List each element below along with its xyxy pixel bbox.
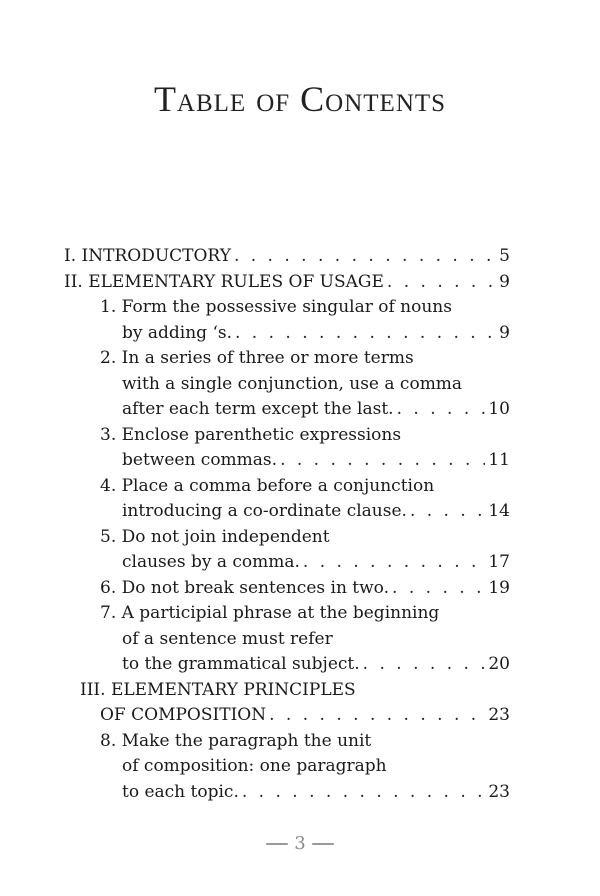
dot-leader	[242, 780, 486, 806]
toc-entry-text: 1. Form the possessive singular of nouns	[100, 297, 452, 317]
toc-entry[interactable]	[64, 550, 510, 576]
toc-page-number: 14	[488, 501, 510, 521]
dot-leader	[410, 499, 485, 525]
toc-entry-text: to each topic.	[122, 781, 239, 802]
dot-leader	[269, 703, 485, 729]
page-folio	[0, 833, 600, 854]
toc-page-number: 17	[488, 552, 510, 572]
toc-entry[interactable]	[64, 652, 510, 678]
toc-entry[interactable]	[64, 423, 510, 449]
dot-leader	[397, 397, 486, 423]
toc-page-number: 9	[499, 322, 510, 343]
dot-leader	[392, 576, 485, 602]
toc-entry-text: 7. A participial phrase at the beginning	[100, 603, 440, 623]
toc-entry-text: between commas.	[122, 450, 278, 470]
dot-leader	[235, 321, 496, 347]
toc-entry-text: 3. Enclose parenthetic expressions	[100, 424, 402, 445]
toc-entry[interactable]	[64, 780, 510, 806]
toc-entry[interactable]	[64, 703, 510, 729]
toc-entry-text: by adding ‘s.	[122, 322, 232, 343]
dot-leader	[234, 244, 496, 270]
toc-page-number: 9	[499, 271, 510, 292]
toc-entry[interactable]	[64, 397, 510, 423]
toc-entry-text: 4. Place a comma before a conjunction	[100, 475, 435, 496]
toc-page-number: 10	[488, 399, 510, 419]
toc-entry-text: OF COMPOSITION	[100, 705, 267, 725]
toc-entry[interactable]	[64, 678, 510, 704]
toc-page-number: 23	[488, 781, 510, 802]
page-title: Table of Contents	[153, 79, 447, 119]
toc-entry-text: of a sentence must refer	[122, 628, 333, 649]
toc-entry[interactable]	[64, 525, 510, 551]
toc-entry[interactable]	[64, 576, 510, 602]
toc-entry[interactable]	[64, 321, 510, 347]
toc-entry-text: with a single conjunction, use a comma	[122, 373, 463, 394]
toc-entry[interactable]	[64, 270, 510, 296]
page-number: 3	[294, 833, 306, 854]
toc-entry-text: 5. Do not join independent	[100, 526, 330, 547]
toc-entry[interactable]	[64, 346, 510, 372]
toc-entry[interactable]	[64, 448, 510, 474]
dot-leader	[280, 448, 485, 474]
ornament-left-icon	[266, 843, 288, 845]
toc-entry-text: II. ELEMENTARY RULES OF USAGE	[64, 271, 384, 292]
toc-entry-text: 6. Do not break sentences in two.	[100, 577, 390, 598]
toc-entry[interactable]	[64, 295, 510, 321]
dot-leader	[363, 652, 486, 678]
toc-entry-text: after each term except the last.	[122, 399, 394, 419]
ornament-right-icon	[312, 843, 334, 845]
toc-entry[interactable]	[64, 729, 510, 755]
toc-page-number: 5	[499, 246, 510, 266]
toc-entry[interactable]	[64, 499, 510, 525]
toc-entry-text: 2. In a series of three or more terms	[100, 348, 414, 368]
toc-entry[interactable]	[64, 372, 510, 398]
toc-entry[interactable]	[64, 754, 510, 780]
toc-page-number: 20	[488, 654, 510, 674]
toc-entry-text: of composition: one paragraph	[122, 756, 387, 776]
toc-entry[interactable]	[64, 244, 510, 270]
toc-entry-text: III. ELEMENTARY PRINCIPLES	[80, 679, 356, 700]
dot-leader	[303, 550, 485, 576]
toc-entry-text: introducing a co-ordinate clause.	[122, 501, 407, 521]
toc-entry-text: clauses by a comma.	[122, 552, 300, 572]
toc-entry[interactable]	[64, 601, 510, 627]
toc-page-number: 19	[488, 577, 510, 598]
toc-entry[interactable]	[64, 474, 510, 500]
table-of-contents	[64, 244, 510, 805]
toc-page-number: 11	[488, 450, 510, 470]
toc-entry-text: 8. Make the paragraph the unit	[100, 730, 372, 751]
toc-entry-text: to the grammatical subject.	[122, 654, 360, 674]
toc-page-number: 23	[488, 705, 510, 725]
toc-entry[interactable]	[64, 627, 510, 653]
dot-leader	[387, 270, 496, 296]
toc-entry-text: I. INTRODUCTORY	[64, 246, 231, 266]
